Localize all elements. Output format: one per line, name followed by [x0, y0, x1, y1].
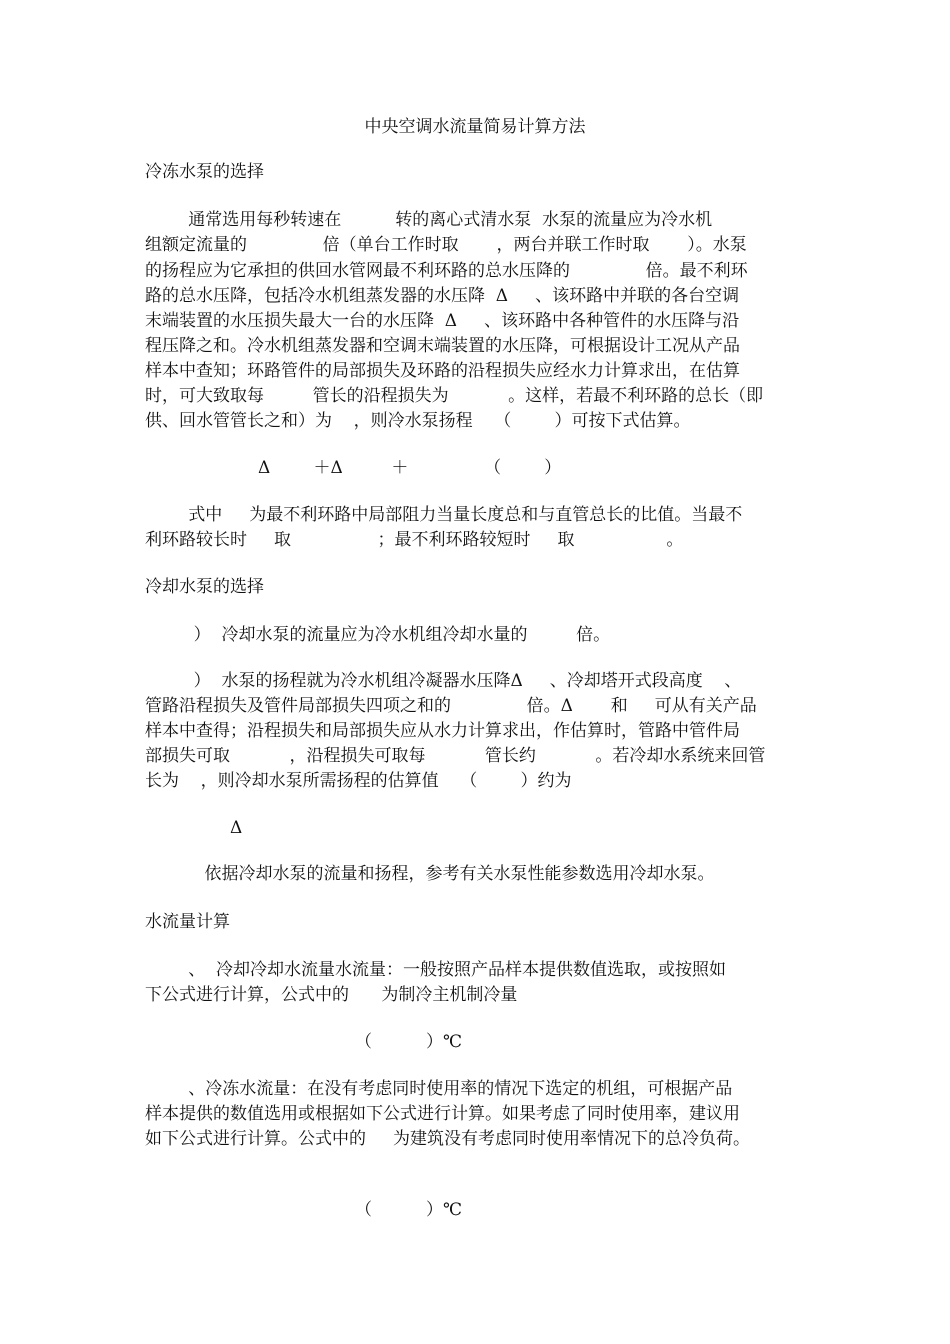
paragraph-line: 程压降之和。冷水机组蒸发器和空调末端装置的水压降，可根据设计工况从产品: [145, 336, 740, 356]
formula-pump-head: Δ ＋Δ ＋ （ ）: [258, 458, 562, 478]
formula-cooling-flow: （ ）℃: [355, 1032, 463, 1052]
formula-cooling-head: Δ: [230, 818, 243, 838]
paragraph-line: 组额定流量的 倍（单台工作时取 ，两台并联工作时取 ）。水泵: [145, 235, 747, 255]
paragraph-line: 部损失可取 ，沿程损失可取每 管长约 。若冷却水系统来回管: [145, 746, 766, 766]
paragraph-line: ） 水泵的扬程就为冷水机组冷凝器水压降Δ 、冷却塔开式段高度 、: [145, 671, 742, 691]
paragraph-line: 管路沿程损失及管件局部损失四项之和的 倍。Δ 和 可从有关产品: [145, 696, 757, 716]
paragraph-line: 、冷冻水流量：在没有考虑同时使用率的情况下选定的机组，可根据产品: [145, 1079, 733, 1099]
paragraph-line: 依据冷却水泵的流量和扬程，参考有关水泵性能参数选用冷却水泵。: [145, 864, 715, 884]
section-heading-chilled-pump: 冷冻水泵的选择: [145, 162, 264, 182]
paragraph-line: 下公式进行计算，公式中的 为制冷主机制冷量: [145, 985, 518, 1005]
paragraph-line: 的扬程应为它承担的供回水管网最不利环路的总水压降的 倍。最不利环: [145, 261, 748, 281]
section-heading-flow-calc: 水流量计算: [145, 912, 230, 932]
paragraph-line: 时，可大致取每 管长的沿程损失为 。这样，若最不利环路的总长（即: [145, 386, 764, 406]
paragraph-line: 末端装置的水压损失最大一台的水压降 Δ 、该环路中各种管件的水压降与沿: [145, 311, 740, 331]
paragraph-line: 式中 为最不利环路中局部阻力当量长度总和与直管总长的比值。当最不: [145, 505, 743, 525]
paragraph-line: 长为 ，则冷却水泵所需扬程的估算值 （ ）约为: [145, 771, 572, 791]
section-heading-cooling-pump: 冷却水泵的选择: [145, 577, 264, 597]
paragraph-line: 供、回水管管长之和）为 ，则冷水泵扬程 （ ）可按下式估算。: [145, 411, 691, 431]
paragraph-line: 如下公式进行计算。公式中的 为建筑没有考虑同时使用率情况下的总冷负荷。: [145, 1129, 751, 1149]
paragraph-line: 利环路较长时 取 ；最不利环路较短时 取 。: [145, 530, 684, 550]
paragraph-line: 样本中查知；环路管件的局部损失及环路的沿程损失应经水力计算求出，在估算: [145, 361, 740, 381]
formula-chilled-flow: （ ）℃: [355, 1200, 463, 1220]
paragraph-line: 、 冷却冷却水流量水流量：一般按照产品样本提供数值选取，或按照如: [145, 960, 727, 980]
document-title: 中央空调水流量简易计算方法: [364, 117, 586, 137]
list-item: ） 冷却水泵的流量应为冷水机组冷却水量的 倍。: [145, 625, 611, 645]
paragraph-line: 样本提供的数值选用或根据如下公式进行计算。如果考虑了同时使用率，建议用: [145, 1104, 740, 1124]
paragraph-line: 通常选用每秒转速在 转的离心式清水泵 水泵的流量应为冷水机: [145, 210, 713, 230]
paragraph-line: 路的总水压降，包括冷水机组蒸发器的水压降 Δ 、该环路中并联的各台空调: [145, 286, 740, 306]
paragraph-line: 样本中查得；沿程损失和局部损失应从水力计算求出，作估算时，管路中管件局: [145, 721, 740, 741]
